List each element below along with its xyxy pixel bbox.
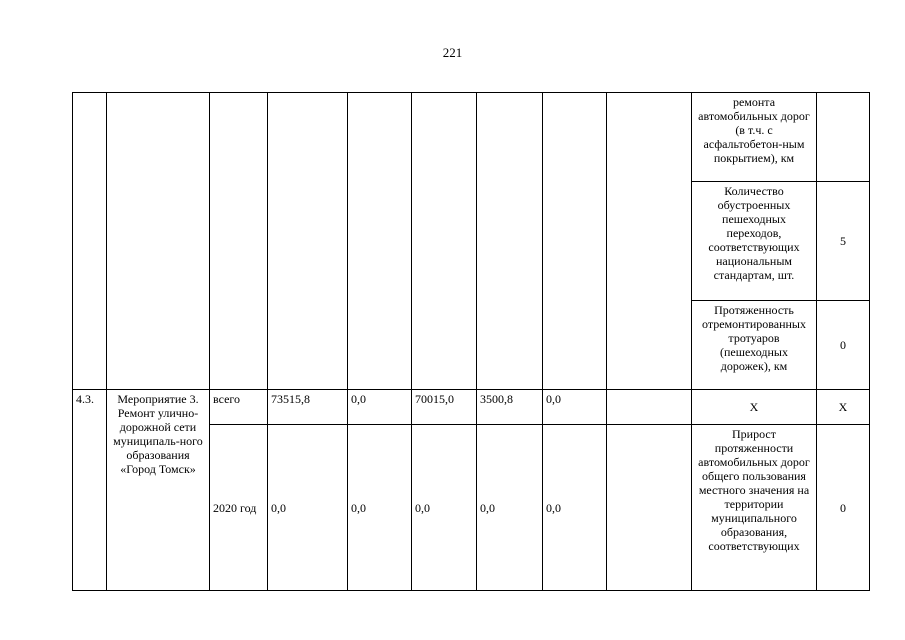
amount-cell: 0,0 (348, 390, 412, 425)
amount-cell (477, 93, 543, 390)
indicator-value-cell: 0 (817, 425, 870, 591)
period-cell: всего (210, 390, 268, 425)
item-number-cell: 4.3. (73, 390, 107, 591)
amount-cell (412, 93, 477, 390)
indicator-value-cell: Х (817, 390, 870, 425)
amount-cell (543, 93, 607, 390)
item-name-cell (107, 93, 210, 390)
table-row (73, 93, 870, 182)
amount-cell: 0,0 (268, 425, 348, 591)
amount-cell: 0,0 (412, 425, 477, 591)
indicator-cell: ремонта автомобильных дорог (в т.ч. с асфальтобетон-ным покрытием), км (692, 93, 817, 182)
indicator-cell: Количество обустроенных пешеходных переходов, соответствующих национальным стандартам, шт. (692, 182, 817, 301)
amount-cell (607, 390, 692, 425)
amount-cell: 70015,0 (412, 390, 477, 425)
amount-cell: 0,0 (543, 425, 607, 591)
item-number-cell (73, 93, 107, 390)
indicator-cell: Протяженность отремонтированных тротуаров (пешеходных дорожек), км (692, 301, 817, 390)
amount-cell (268, 93, 348, 390)
indicator-value-cell: 5 (817, 182, 870, 301)
amount-cell: 0,0 (543, 390, 607, 425)
amount-cell (607, 93, 692, 390)
period-cell: 2020 год (210, 425, 268, 591)
program-table (72, 92, 870, 591)
table-row (73, 390, 870, 425)
indicator-value-cell: 0 (817, 301, 870, 390)
amount-cell (348, 93, 412, 390)
period-cell (210, 93, 268, 390)
amount-cell: 3500,8 (477, 390, 543, 425)
item-name-cell: Мероприятие 3. Ремонт улично-дорожной сети муниципаль-ного образования «Город Томск» (107, 390, 210, 591)
indicator-value-cell (817, 93, 870, 182)
amount-cell: 0,0 (348, 425, 412, 591)
indicator-cell: Х (692, 390, 817, 425)
amount-cell (607, 425, 692, 591)
page-number: 221 (442, 45, 463, 60)
indicator-cell: Прирост протяженности автомобильных дорог общего пользования местного значения на территории муниципального образования, соответствующих (692, 425, 817, 591)
amount-cell: 73515,8 (268, 390, 348, 425)
amount-cell: 0,0 (477, 425, 543, 591)
